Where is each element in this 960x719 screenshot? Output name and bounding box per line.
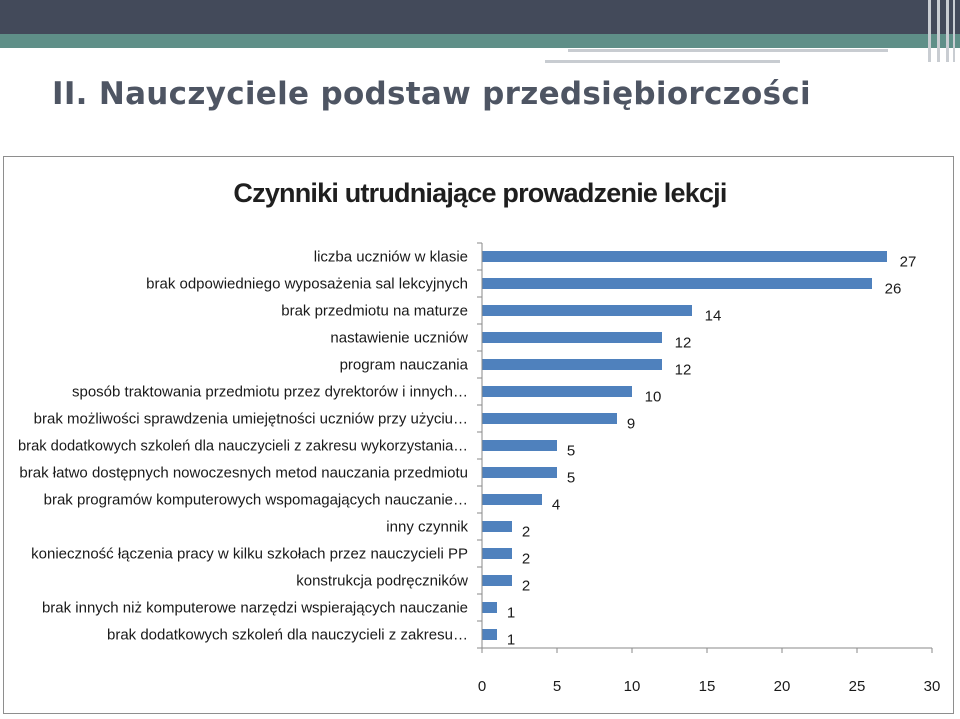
chart-title: Czynniki utrudniające prowadzenie lekcji bbox=[233, 178, 727, 208]
bar bbox=[482, 251, 887, 262]
category-label: brak dodatkowych szkoleń dla nauczycieli z zakresu wykorzystania… bbox=[18, 437, 468, 455]
bar bbox=[482, 548, 512, 559]
x-tick-label: 30 bbox=[923, 678, 941, 695]
x-tick-label: 15 bbox=[698, 678, 716, 695]
bar bbox=[482, 305, 692, 316]
category-label: konieczność łączenia pracy w kilku szkołach przez nauczycieli PP bbox=[31, 545, 468, 563]
data-label: 5 bbox=[566, 469, 576, 487]
bar bbox=[482, 332, 662, 343]
category-label: liczba uczniów w klasie bbox=[313, 248, 468, 266]
bar bbox=[482, 413, 617, 424]
bar bbox=[482, 602, 497, 613]
bar bbox=[482, 521, 512, 532]
category-label: sposób traktowania przedmiotu przez dyrektorów i innych… bbox=[71, 383, 468, 401]
bar bbox=[482, 494, 542, 505]
data-label: 9 bbox=[626, 415, 636, 433]
data-label: 1 bbox=[506, 604, 516, 622]
data-label: 12 bbox=[674, 334, 692, 352]
category-label: brak innych niż komputerowe narzędzi wspierających nauczanie bbox=[41, 599, 468, 617]
category-label: inny czynnik bbox=[386, 518, 468, 536]
x-tick-label: 5 bbox=[552, 678, 562, 695]
bar bbox=[482, 278, 872, 289]
data-label: 1 bbox=[506, 631, 516, 649]
x-tick-label: 25 bbox=[848, 678, 866, 695]
category-label: brak przedmiotu na maturze bbox=[281, 302, 468, 320]
data-label: 2 bbox=[521, 577, 531, 595]
category-label: brak możliwości sprawdzenia umiejętności uczniów przy użyciu… bbox=[33, 410, 468, 428]
data-label: 12 bbox=[674, 361, 692, 379]
x-tick-label: 20 bbox=[773, 678, 791, 695]
category-label: brak odpowiedniego wyposażenia sal lekcyjnych bbox=[146, 275, 468, 293]
category-label: brak dodatkowych szkoleń dla nauczycieli z zakresu… bbox=[106, 626, 468, 644]
data-label: 4 bbox=[551, 496, 561, 514]
data-label: 26 bbox=[884, 280, 902, 298]
category-label: brak programów komputerowych wspomagających nauczanie… bbox=[43, 491, 468, 509]
bar bbox=[482, 440, 557, 451]
data-label: 14 bbox=[704, 307, 722, 325]
data-label: 27 bbox=[899, 253, 917, 271]
category-label: konstrukcja podręczników bbox=[296, 572, 468, 590]
x-tick-label: 10 bbox=[623, 678, 641, 695]
data-label: 10 bbox=[644, 388, 662, 406]
category-label: nastawienie uczniów bbox=[330, 329, 468, 347]
bar bbox=[482, 467, 557, 478]
bar bbox=[482, 386, 632, 397]
bar bbox=[482, 575, 512, 586]
data-label: 2 bbox=[521, 523, 531, 541]
category-label: program nauczania bbox=[339, 356, 468, 374]
slide-title: II. Nauczyciele podstaw przedsiębiorczości bbox=[52, 76, 811, 112]
category-label: brak łatwo dostępnych nowoczesnych metod nauczania przedmiotu bbox=[19, 464, 468, 482]
bar bbox=[482, 359, 662, 370]
data-label: 5 bbox=[566, 442, 576, 460]
bar bbox=[482, 629, 497, 640]
x-tick-label: 0 bbox=[477, 678, 487, 695]
data-label: 2 bbox=[521, 550, 531, 568]
